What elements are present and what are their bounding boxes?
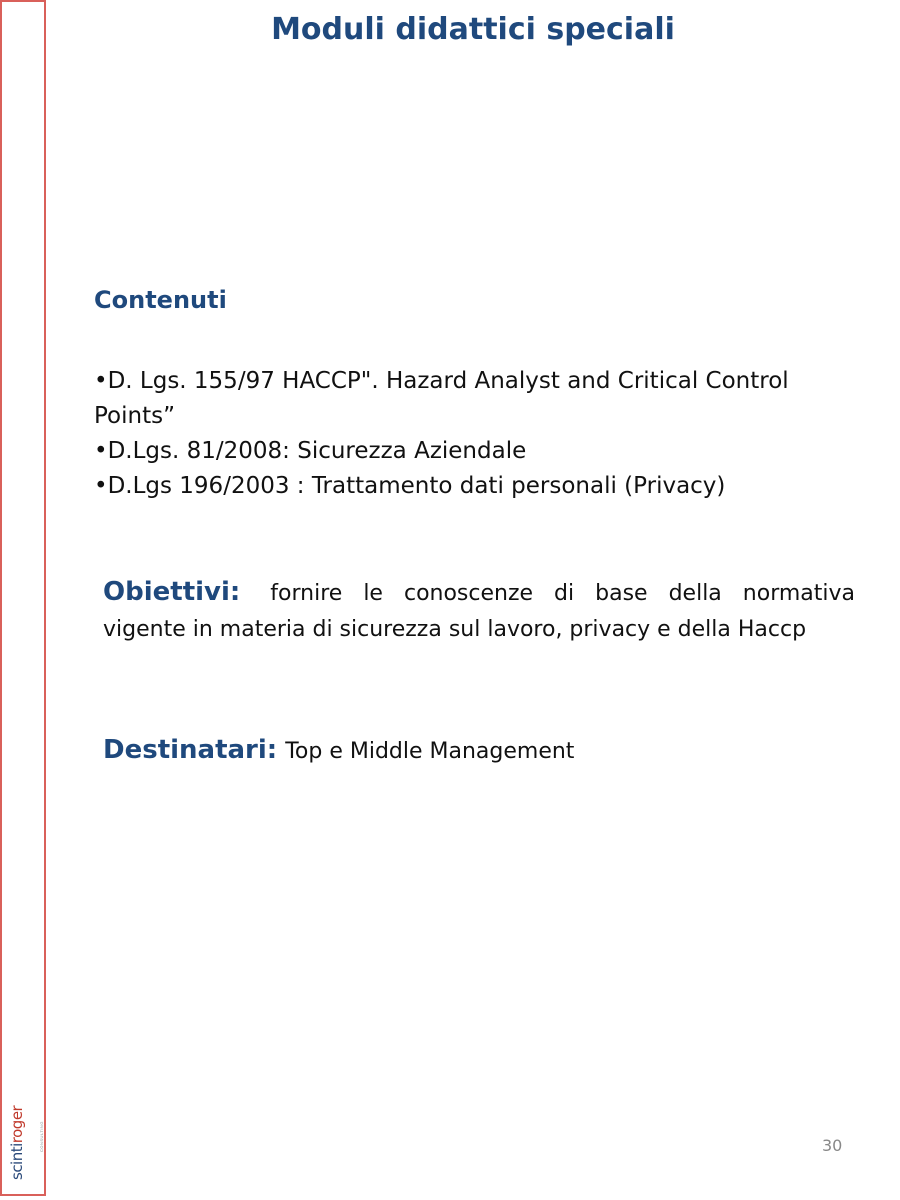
- logo-subtext: CONSULTING: [39, 1121, 44, 1152]
- objectives-paragraph: [103, 574, 855, 648]
- sidebar-frame: [0, 0, 46, 1196]
- objectives-label: Obiettivi:: [103, 577, 241, 607]
- targets-text: Top e Middle Management: [285, 739, 575, 764]
- targets-paragraph: [103, 732, 574, 770]
- logo-text-part1: scinti: [8, 1143, 26, 1180]
- logo-wordmark: [8, 1106, 26, 1180]
- objectives-text: fornire le conoscenze di base della normativa vigente in materia di sicurezza sul lavoro, privacy e della Haccp: [103, 581, 855, 642]
- page-number: 30: [822, 1136, 843, 1155]
- company-logo: [4, 1070, 48, 1180]
- list-item: •D.Lgs. 81/2008: Sicurezza Aziendale: [94, 438, 527, 464]
- contents-list: [94, 364, 854, 504]
- logo-text-part2: roger: [8, 1105, 26, 1144]
- list-item: •D.Lgs 196/2003 : Trattamento dati personali (Privacy): [94, 473, 726, 499]
- list-item: •D. Lgs. 155/97 HACCP". Hazard Analyst and Critical Control Points”: [94, 368, 789, 429]
- page-title: Moduli didattici speciali: [271, 12, 675, 47]
- targets-label: Destinatari:: [103, 735, 278, 765]
- contents-heading: Contenuti: [94, 286, 227, 314]
